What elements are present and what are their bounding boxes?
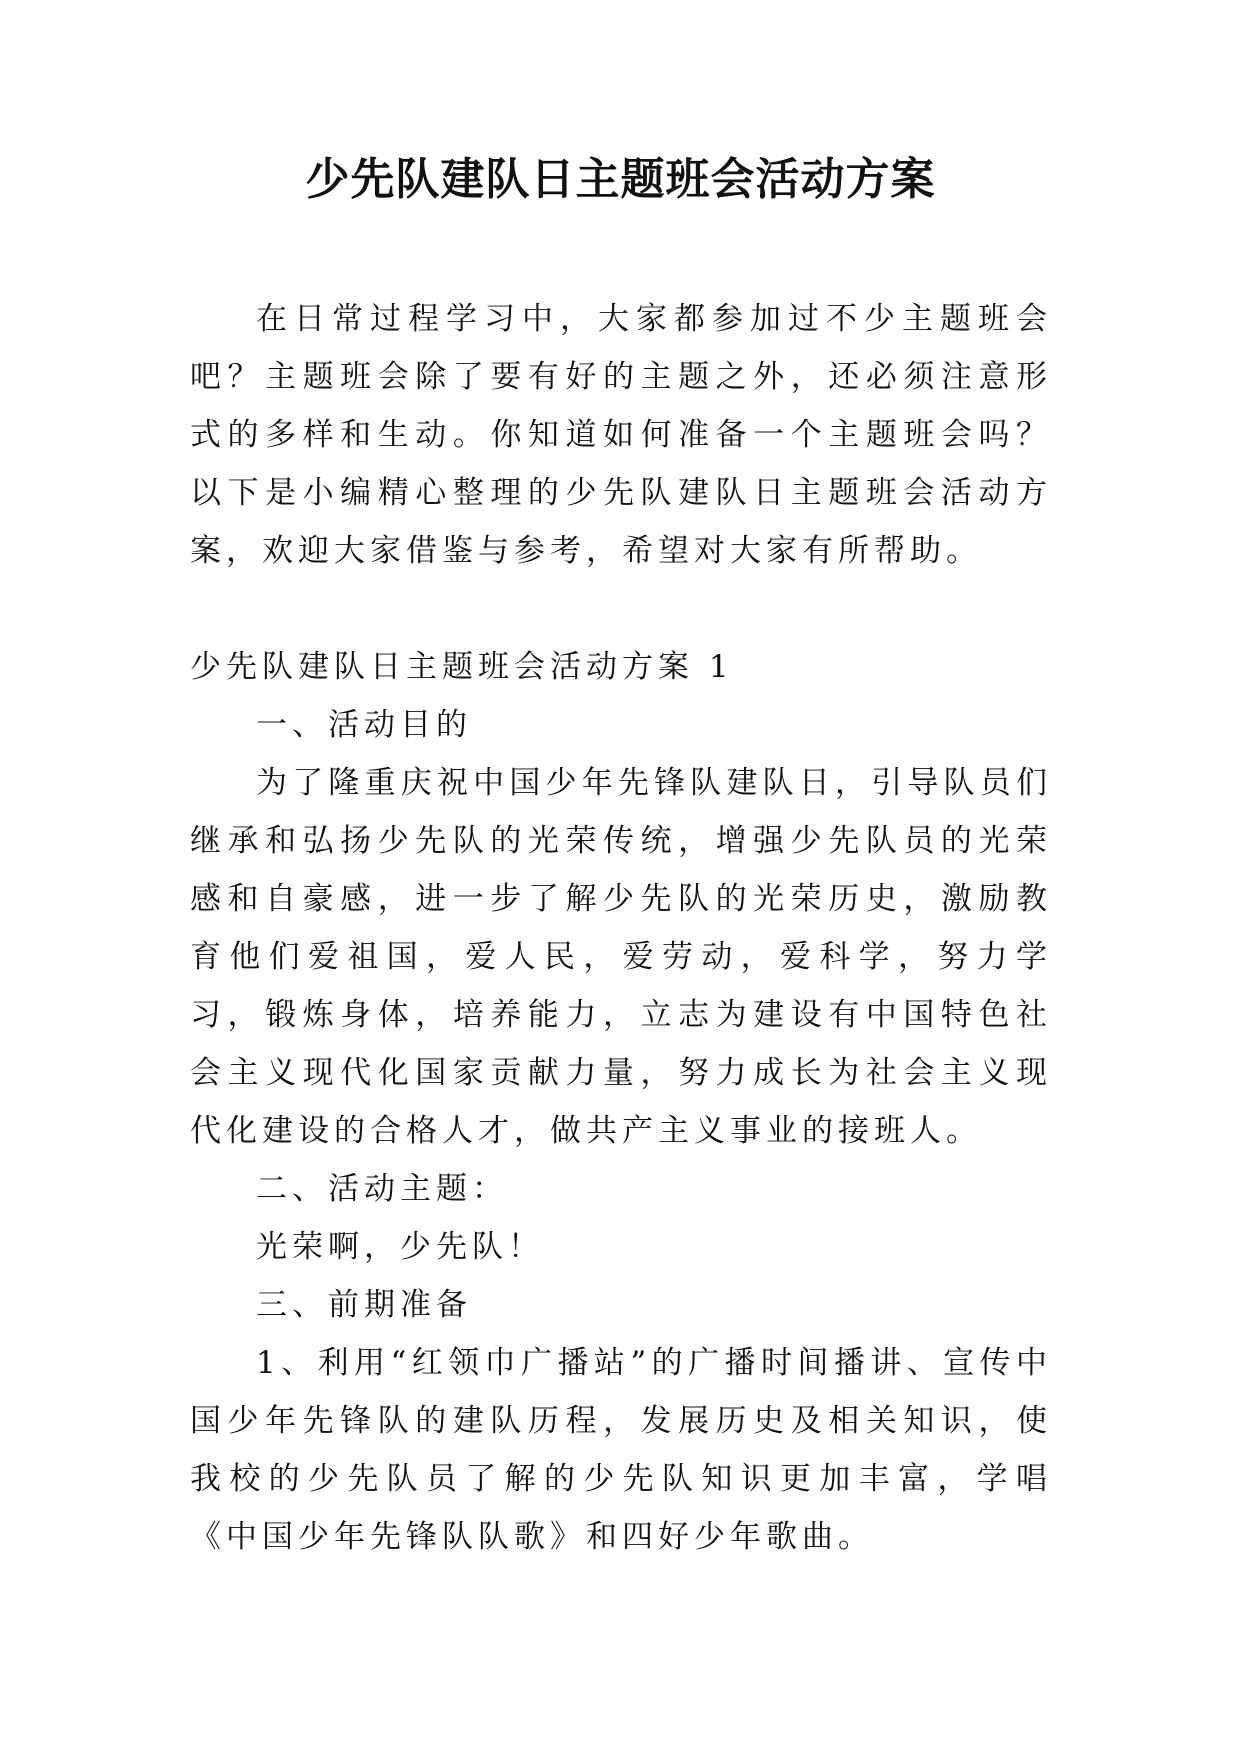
document-body xyxy=(190,290,1052,1566)
theme-text: 光荣啊，少先队！ xyxy=(256,1229,544,1265)
purpose-paragraph: 为了隆重庆祝中国少年先锋队建队日，引导队员们继承和弘扬少先队的光荣传统，增强少先队员的光荣感和自豪感，进一步了解少先队的光荣历史，激励教育他们爱祖国，爱人民，爱劳动，爱科学，努力学习，锻炼身体，培养能力，立志为建设有中国特色社会主义现代化国家贡献力量，努力成长为社会主义现代化建设的合格人才，做共产主义事业的接班人。 xyxy=(190,765,1052,1149)
section-title: 少先队建队日主题班会活动方案 1 xyxy=(190,649,734,685)
heading-preparation: 三、前期准备 xyxy=(256,1287,472,1323)
heading-purpose: 一、活动目的 xyxy=(256,707,472,743)
preparation-item-1: 1、利用“红领巾广播站”的广播时间播讲、宣传中国少年先锋队的建队历程，发展历史及相关知识，使我校的少先队员了解的少先队知识更加丰富，学唱《中国少年先锋队队歌》和四好少年歌曲。 xyxy=(190,1345,1052,1555)
heading-theme: 二、活动主题： xyxy=(256,1171,508,1207)
document-title: 少先队建队日主题班会活动方案 xyxy=(305,154,936,205)
intro-paragraph: 在日常过程学习中，大家都参加过不少主题班会吧？主题班会除了要有好的主题之外，还必须注意形式的多样和生动。你知道如何准备一个主题班会吗？以下是小编精心整理的少先队建队日主题班会活动方案，欢迎大家借鉴与参考，希望对大家有所帮助。 xyxy=(190,301,1052,569)
